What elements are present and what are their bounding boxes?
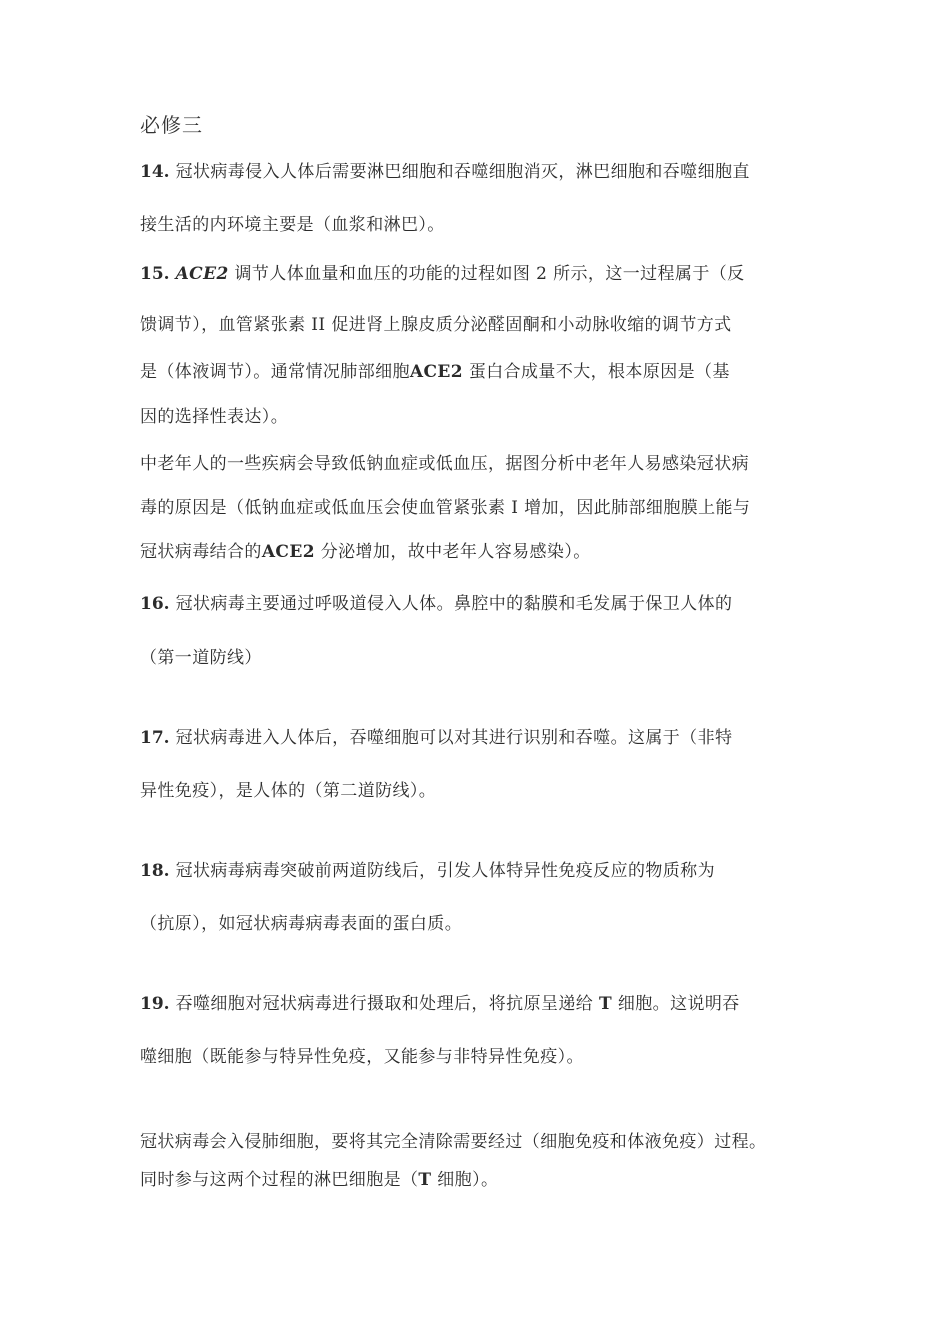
q14-line-1 (140, 160, 750, 184)
q15-text-3a: 是（体液调节）。通常情况肺部细胞 (140, 362, 410, 382)
q15-ace2-bold: ACE2 (409, 362, 464, 382)
q15-text-7a: 冠状病毒结合的 (140, 542, 262, 562)
q15-text-7b: 分泌增加，故中老年人容易感染）。 (320, 542, 591, 562)
q18-number: 18. (140, 861, 170, 881)
q18-text-1: 冠状病毒病毒突破前两道防线后，引发人体特异性免疫反应的物质称为 (175, 861, 715, 881)
q17-text-1: 冠状病毒进入人体后，吞噬细胞可以对其进行识别和吞噬。这属于（非特 (175, 728, 733, 748)
final-text-2b: 细胞）。 (437, 1170, 499, 1190)
q18-line-1 (140, 859, 715, 883)
q16-line-2: （第一道防线） (140, 648, 262, 668)
q14-line-2: 接生活的内环境主要是（血浆和淋巴）。 (140, 215, 445, 235)
final-text-2a: 同时参与这两个过程的淋巴细胞是（ (140, 1170, 419, 1190)
q15-text-1: 调节人体血量和血压的功能的过程如图 2 所示，这一过程属于（反 (234, 264, 745, 284)
q16-text-1: 冠状病毒主要通过呼吸道侵入人体。鼻腔中的黏膜和毛发属于保卫人体的 (175, 594, 733, 614)
q15-line-4: 因的选择性表达）。 (140, 407, 289, 427)
q18-line-2: （抗原），如冠状病毒病毒表面的蛋白质。 (140, 914, 463, 934)
page-heading: 必修三 (140, 113, 203, 137)
q19-text-1b: 细胞。这说明吞 (617, 994, 740, 1014)
q19-t-cell: T (599, 994, 613, 1014)
q15-line-3 (140, 360, 730, 384)
q15-line-1 (140, 262, 745, 286)
q16-line-1 (140, 592, 732, 616)
final-line-2 (140, 1168, 498, 1192)
q19-text-1a: 吞噬细胞对冠状病毒进行摄取和处理后，将抗原呈递给 (175, 994, 594, 1014)
q15-line-6: 毒的原因是（低钠血症或低血压会使血管紧张素 I 增加，因此肺部细胞膜上能与 (140, 498, 751, 518)
q15-ace2-italic: ACE2 (175, 264, 229, 284)
q15-line-7 (140, 540, 591, 564)
q19-number: 19. (140, 994, 170, 1014)
q19-line-1 (140, 992, 740, 1016)
q17-number: 17. (140, 728, 170, 748)
q14-text-1: 冠状病毒侵入人体后需要淋巴细胞和吞噬细胞消灭，淋巴细胞和吞噬细胞直 (175, 162, 750, 182)
q15-number: 15. (140, 264, 170, 284)
q15-text-3b: 蛋白合成量不大，根本原因是（基 (468, 362, 730, 382)
final-line-1: 冠状病毒会入侵肺细胞，要将其完全清除需要经过（细胞免疫和体液免疫）过程。 (140, 1132, 767, 1152)
q15-ace2-bold-2: ACE2 (261, 542, 315, 562)
q15-line-2: 馈调节），血管紧张素 II 促进肾上腺皮质分泌醛固酮和小动脉收缩的调节方式 (140, 315, 732, 335)
q14-number: 14. (140, 162, 170, 182)
q17-line-2: 异性免疫），是人体的（第二道防线）。 (140, 781, 437, 801)
q19-line-2: 噬细胞（既能参与特异性免疫，又能参与非特异性免疫）。 (140, 1047, 584, 1067)
q15-line-5: 中老年人的一些疾病会导致低钠血症或低血压，据图分析中老年人易感染冠状病 (140, 454, 749, 474)
final-t-cell: T (418, 1170, 432, 1190)
q17-line-1 (140, 726, 732, 750)
q16-number: 16. (140, 594, 170, 614)
